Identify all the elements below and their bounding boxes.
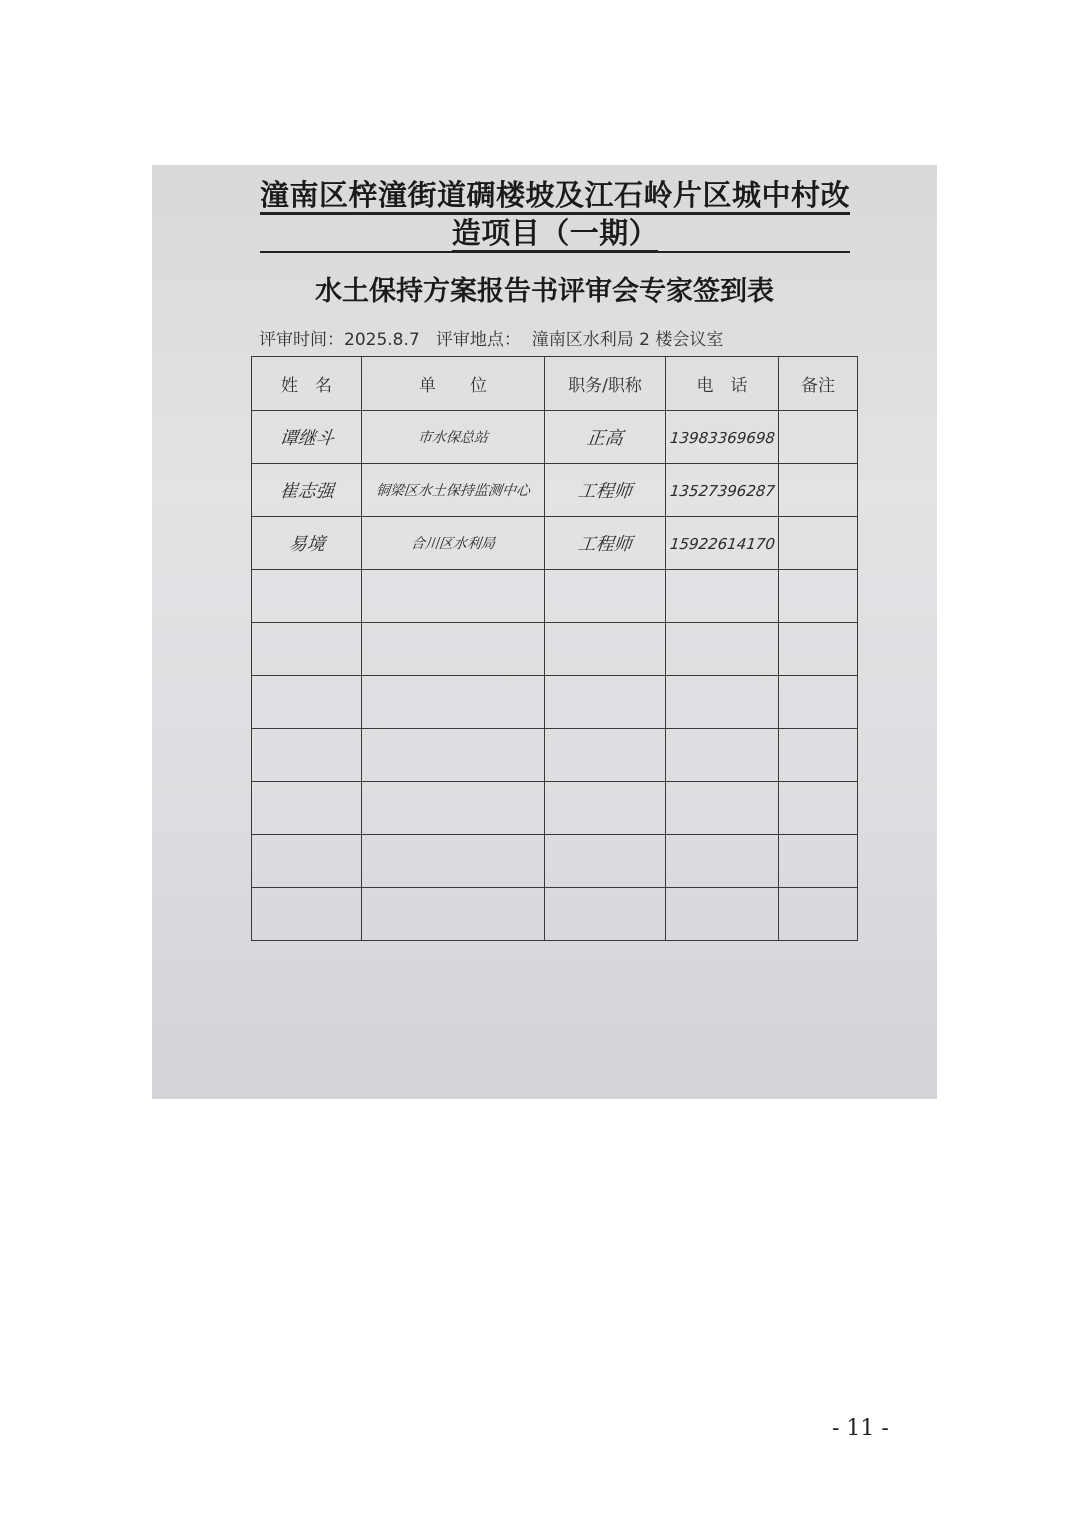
document-subtitle: 水土保持方案报告书评审会专家签到表 — [315, 276, 774, 307]
handwritten-entry: 正高 — [585, 428, 624, 449]
cell-title — [545, 517, 666, 570]
cell-name — [252, 782, 362, 835]
cell-unit — [362, 517, 545, 570]
table-header-row — [252, 357, 858, 411]
cell-phone — [666, 676, 779, 729]
cell-phone — [666, 570, 779, 623]
cell-unit — [362, 729, 545, 782]
cell-title — [545, 835, 666, 888]
header-phone: 电 话 — [666, 357, 779, 411]
cell-remark — [779, 729, 858, 782]
signin-table — [251, 356, 858, 941]
handwritten-entry: 13527396287 — [668, 481, 776, 500]
handwritten-entry: 崔志强 — [278, 481, 335, 502]
cell-unit — [362, 623, 545, 676]
table-row — [252, 835, 858, 888]
title-line-1: 潼南区梓潼街道碉楼坡及江石岭片区城中村改 — [260, 178, 851, 212]
cell-remark — [779, 835, 858, 888]
handwritten-entry: 合川区水利局 — [410, 536, 496, 552]
table-row — [252, 464, 858, 517]
cell-name — [252, 623, 362, 676]
cell-remark — [779, 464, 858, 517]
cell-title — [545, 676, 666, 729]
cell-unit — [362, 411, 545, 464]
cell-phone — [666, 729, 779, 782]
table-row — [252, 623, 858, 676]
cell-phone — [666, 411, 779, 464]
header-remark: 备注 — [779, 357, 858, 411]
cell-phone — [666, 517, 779, 570]
cell-title — [545, 623, 666, 676]
cell-remark — [779, 888, 858, 941]
cell-remark — [779, 676, 858, 729]
cell-remark — [779, 623, 858, 676]
handwritten-entry: 15922614170 — [668, 534, 776, 553]
header-name: 姓 名 — [252, 357, 362, 411]
cell-remark — [779, 570, 858, 623]
cell-phone — [666, 623, 779, 676]
cell-name — [252, 888, 362, 941]
table-row — [252, 888, 858, 941]
header-unit: 单 位 — [362, 357, 545, 411]
cell-unit — [362, 676, 545, 729]
cell-phone — [666, 835, 779, 888]
cell-unit — [362, 835, 545, 888]
document-title — [260, 177, 850, 253]
handwritten-entry: 铜梁区水土保持监测中心 — [375, 483, 531, 499]
handwritten-entry: 市水保总站 — [417, 430, 489, 446]
handwritten-entry: 易境 — [287, 534, 326, 555]
cell-phone — [666, 888, 779, 941]
cell-name — [252, 411, 362, 464]
cell-name — [252, 729, 362, 782]
header-title: 职务/职称 — [545, 357, 666, 411]
review-meta: 评审时间：2025.8.7 评审地点： 潼南区水利局 2 楼会议室 — [259, 330, 724, 350]
cell-unit — [362, 782, 545, 835]
handwritten-entry: 工程师 — [576, 481, 633, 502]
cell-remark — [779, 517, 858, 570]
cell-unit — [362, 464, 545, 517]
cell-title — [545, 411, 666, 464]
cell-phone — [666, 782, 779, 835]
cell-name — [252, 835, 362, 888]
cell-unit — [362, 888, 545, 941]
page-number: - 11 - — [832, 1416, 889, 1441]
table-row — [252, 782, 858, 835]
cell-remark — [779, 782, 858, 835]
table-row — [252, 517, 858, 570]
handwritten-entry: 工程师 — [576, 534, 633, 555]
cell-title — [545, 729, 666, 782]
table-row — [252, 676, 858, 729]
cell-title — [545, 888, 666, 941]
cell-unit — [362, 570, 545, 623]
cell-title — [545, 782, 666, 835]
table-row — [252, 411, 858, 464]
cell-name — [252, 570, 362, 623]
cell-remark — [779, 411, 858, 464]
cell-title — [545, 570, 666, 623]
table-row — [252, 570, 858, 623]
title-line-2: 造项目（一期） — [451, 216, 659, 250]
handwritten-entry: 13983369698 — [668, 428, 776, 447]
cell-title — [545, 464, 666, 517]
table-row — [252, 729, 858, 782]
cell-name — [252, 517, 362, 570]
scanned-signin-sheet — [152, 165, 937, 1099]
cell-phone — [666, 464, 779, 517]
handwritten-entry: 谭继斗 — [278, 428, 335, 449]
cell-name — [252, 464, 362, 517]
cell-name — [252, 676, 362, 729]
